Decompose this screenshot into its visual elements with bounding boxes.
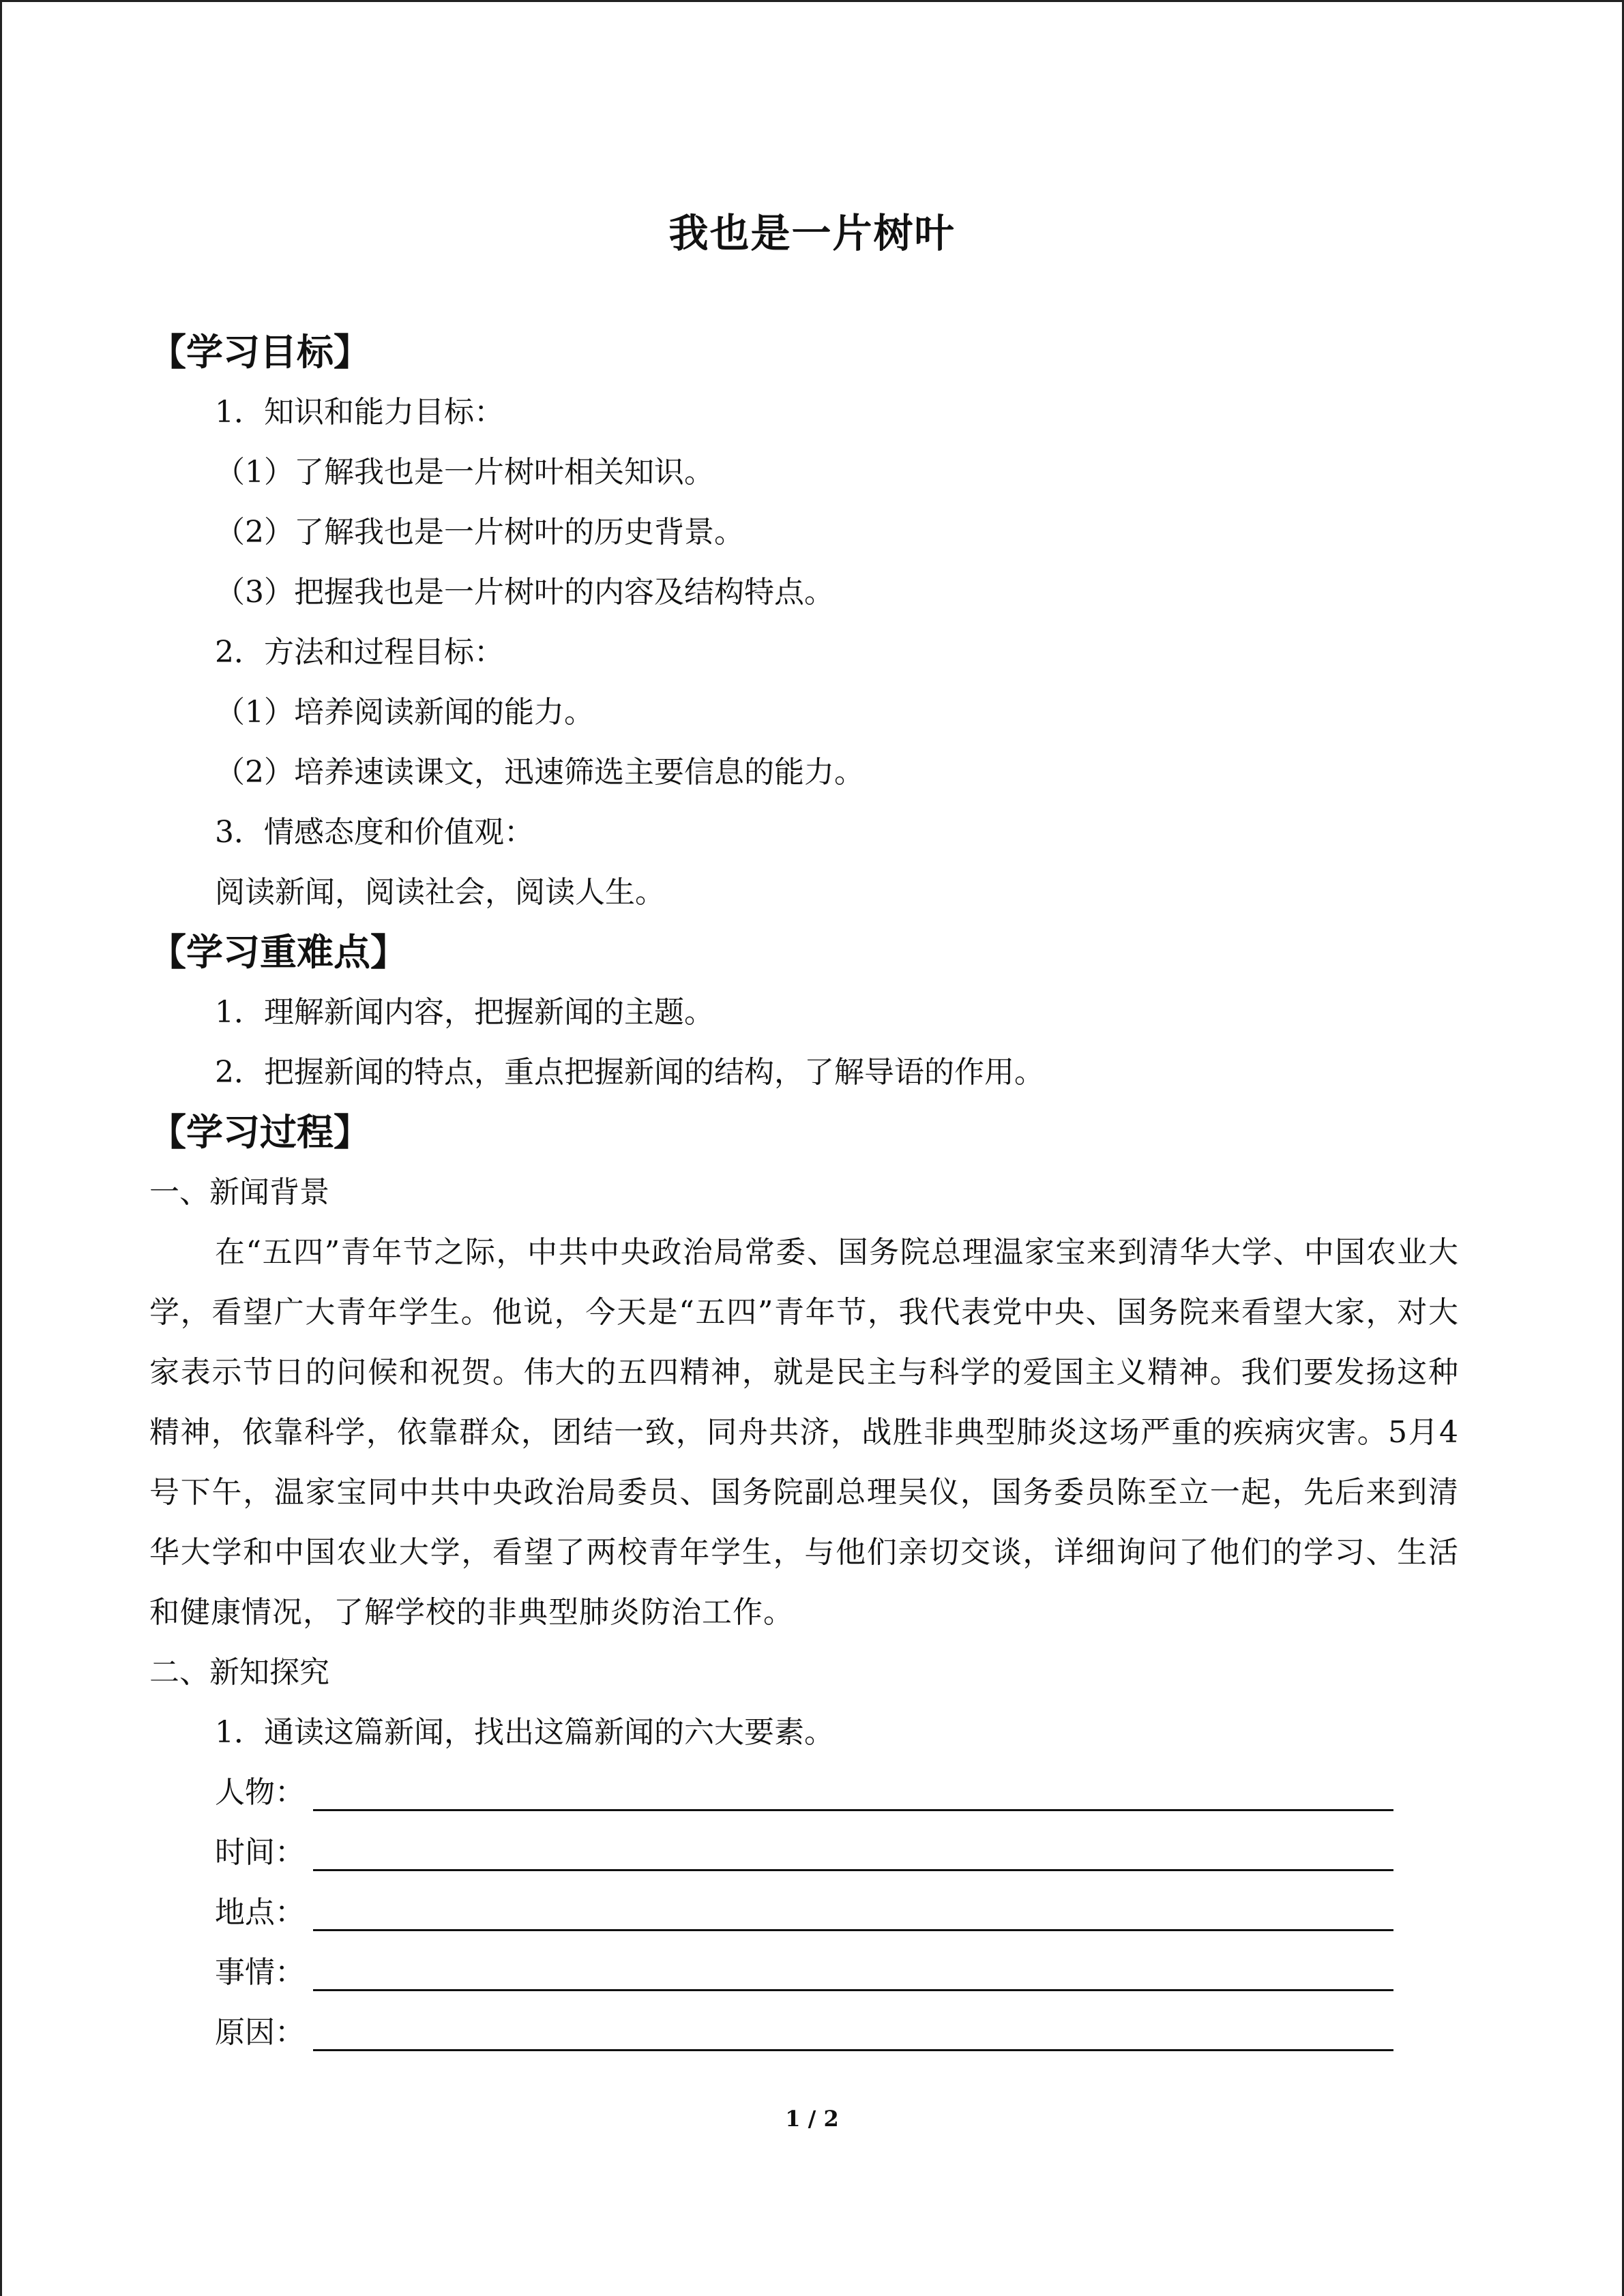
key-point-line: 1．理解新闻内容，把握新闻的主题。 [215,995,714,1030]
objective-line: （2）了解我也是一片树叶的历史背景。 [215,515,744,550]
objective-line: （1）培养阅读新闻的能力。 [215,695,594,730]
objective-line: 2．方法和过程目标： [215,635,504,670]
key-point-line: 2．把握新闻的特点，重点把握新闻的结构，了解导语的作用。 [215,1055,1044,1090]
answer-label: 原因： [215,2015,305,2050]
objective-line: 1．知识和能力目标： [215,395,504,430]
answer-blank-line[interactable] [313,1809,1393,1811]
section-heading-process: 【学习过程】 [149,1111,370,1154]
answer-blank-line[interactable] [313,1929,1393,1931]
objective-line: 阅读新闻，阅读社会，阅读人生。 [215,875,665,910]
subsection-title-exploration: 二、新知探究 [149,1655,329,1690]
answer-row-time [149,1823,1459,1883]
answer-label: 事情： [215,1955,305,1990]
answer-blank-line[interactable] [313,1869,1393,1871]
answer-label: 时间： [215,1835,305,1870]
answer-row-event [149,1943,1459,2003]
section-heading-key-points: 【学习重难点】 [149,931,407,974]
answer-blank-line[interactable] [313,1989,1393,1991]
document-title: 我也是一片树叶 [668,210,956,256]
answer-label: 地点： [215,1895,305,1930]
answer-label: 人物： [215,1775,305,1810]
background-paragraph: 在“五四”青年节之际，中共中央政治局常委、国务院总理温家宝来到清华大学、中国农业大学，看望广大青年学生。他说，今天是“五四”青年节，我代表党中央、国务院来看望大家，对大家表示节日的问候和祝贺。伟大的五四精神，就是民主与科学的爱国主义精神。我们要发扬这种精神，依靠科学，依靠群众，团结一致，同舟共济，战胜非典型肺炎这场严重的疾病灾害。5月4号下午，温家宝同中共中央政治局委员、国务院副总理吴仪，国务委员陈至立一起，先后来到清华大学和中国农业大学，看望了两校青年学生，与他们亲切交谈，详细询问了他们的学习、生活和健康情况，了解学校的非典型肺炎防治工作。 [149,1235,1459,1630]
task-line: 1．通读这篇新闻，找出这篇新闻的六大要素。 [215,1715,834,1750]
page-number: 1 / 2 [785,2106,839,2132]
answer-row-person [149,1763,1459,1823]
objective-line: （3）把握我也是一片树叶的内容及结构特点。 [215,575,834,610]
objective-line: （1）了解我也是一片树叶相关知识。 [215,455,714,490]
objective-line: 3．情感态度和价值观： [215,815,534,850]
objective-line: （2）培养速读课文，迅速筛选主要信息的能力。 [215,755,864,790]
answer-blank-line[interactable] [313,2049,1393,2051]
section-heading-objectives: 【学习目标】 [149,331,370,374]
subsection-title-background: 一、新闻背景 [149,1175,329,1210]
document-content [149,323,1459,2063]
answer-row-cause [149,2003,1459,2063]
answer-row-place [149,1883,1459,1943]
